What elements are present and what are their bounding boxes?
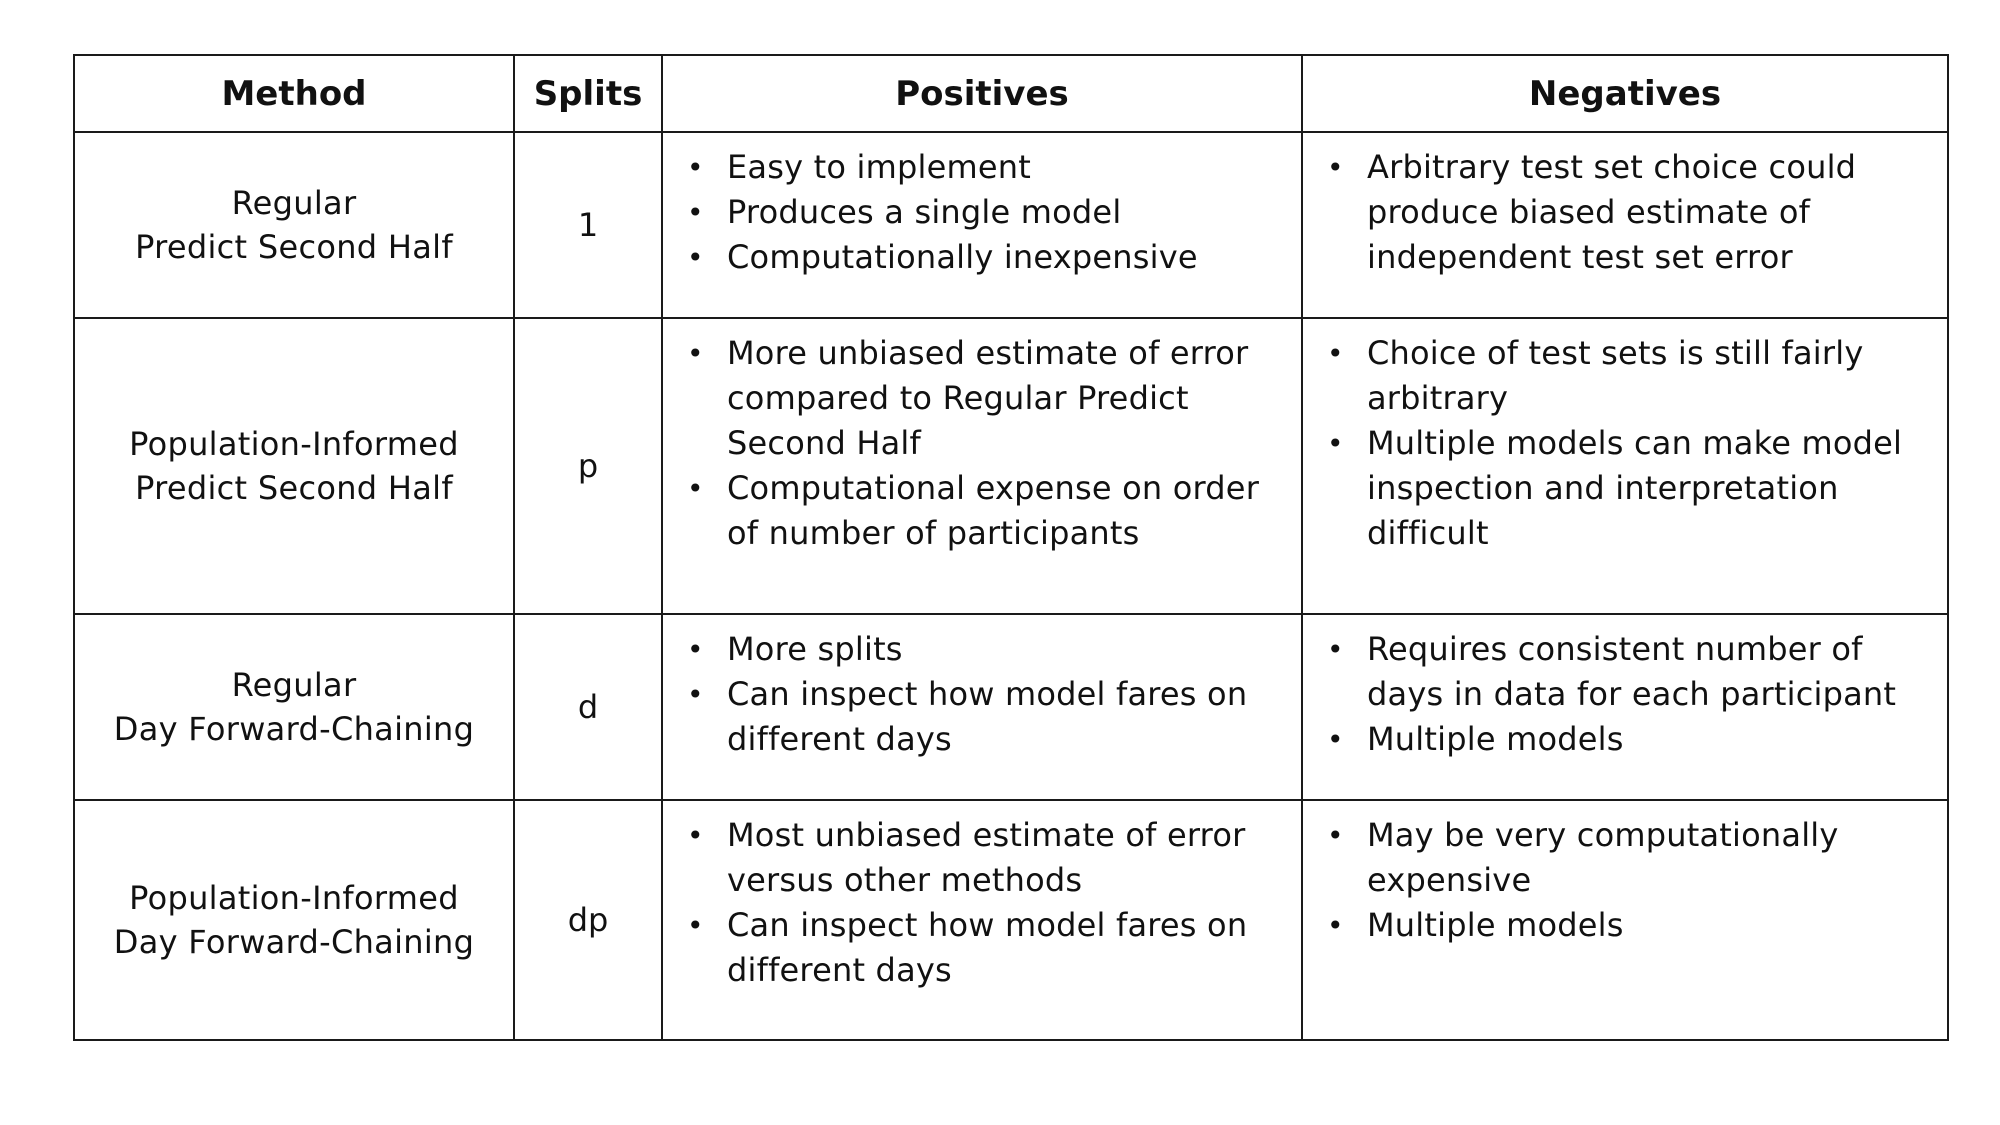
methods-comparison-table (73, 54, 1949, 1041)
method-cell (74, 318, 514, 614)
table-row (74, 614, 1948, 800)
positive-item: • More unbiased estimate of error compared to Regular Predict Second Half (677, 331, 1287, 466)
negative-item: • Multiple models can make model inspection and interpretation difficult (1317, 421, 1933, 556)
negatives-list (1317, 145, 1933, 280)
table-row (74, 132, 1948, 318)
positive-item: • More splits (677, 627, 1287, 672)
method-name-line: Day Forward-Chaining (113, 923, 475, 961)
header-row (74, 55, 1948, 132)
positives-cell (662, 132, 1302, 318)
method-cell (74, 614, 514, 800)
positive-item: • Computationally inexpensive (677, 235, 1287, 280)
positive-item: • Can inspect how model fares on different days (677, 903, 1287, 993)
method-name-line: Regular (231, 666, 357, 704)
negatives-cell (1302, 614, 1948, 800)
negative-item: • May be very computationally expensive (1317, 813, 1933, 903)
negatives-cell (1302, 318, 1948, 614)
header-negatives: Negatives (1302, 55, 1948, 132)
negatives-list (1317, 627, 1933, 762)
header-positives: Positives (662, 55, 1302, 132)
positive-item: • Can inspect how model fares on different days (677, 672, 1287, 762)
positive-item: • Easy to implement (677, 145, 1287, 190)
positives-cell (662, 614, 1302, 800)
positives-list (677, 813, 1287, 993)
negative-item: • Requires consistent number of days in data for each participant (1317, 627, 1933, 717)
positive-item: • Produces a single model (677, 190, 1287, 235)
method-name-line: Population-Informed (129, 425, 459, 463)
positive-item: • Most unbiased estimate of error versus other methods (677, 813, 1287, 903)
method-name-line: Predict Second Half (135, 469, 453, 507)
header-splits: Splits (514, 55, 662, 132)
splits-cell: d (514, 614, 662, 800)
header-method: Method (74, 55, 514, 132)
method-name-line: Population-Informed (129, 879, 459, 917)
method-cell (74, 800, 514, 1040)
positives-list (677, 627, 1287, 762)
positives-list (677, 145, 1287, 280)
splits-cell: p (514, 318, 662, 614)
negatives-cell (1302, 132, 1948, 318)
splits-cell: 1 (514, 132, 662, 318)
method-cell (74, 132, 514, 318)
splits-cell: dp (514, 800, 662, 1040)
negatives-list (1317, 813, 1933, 948)
method-name-line: Regular (231, 184, 357, 222)
method-name-line: Predict Second Half (135, 228, 453, 266)
positives-list (677, 331, 1287, 556)
table-row (74, 800, 1948, 1040)
positives-cell (662, 318, 1302, 614)
negatives-cell (1302, 800, 1948, 1040)
negatives-list (1317, 331, 1933, 556)
positive-item: • Computational expense on order of number of participants (677, 466, 1287, 556)
negative-item: • Choice of test sets is still fairly arbitrary (1317, 331, 1933, 421)
table-row (74, 318, 1948, 614)
negative-item: • Multiple models (1317, 717, 1933, 762)
negative-item: • Multiple models (1317, 903, 1933, 948)
positives-cell (662, 800, 1302, 1040)
negative-item: • Arbitrary test set choice could produce biased estimate of independent test set error (1317, 145, 1933, 280)
method-name-line: Day Forward-Chaining (113, 710, 475, 748)
